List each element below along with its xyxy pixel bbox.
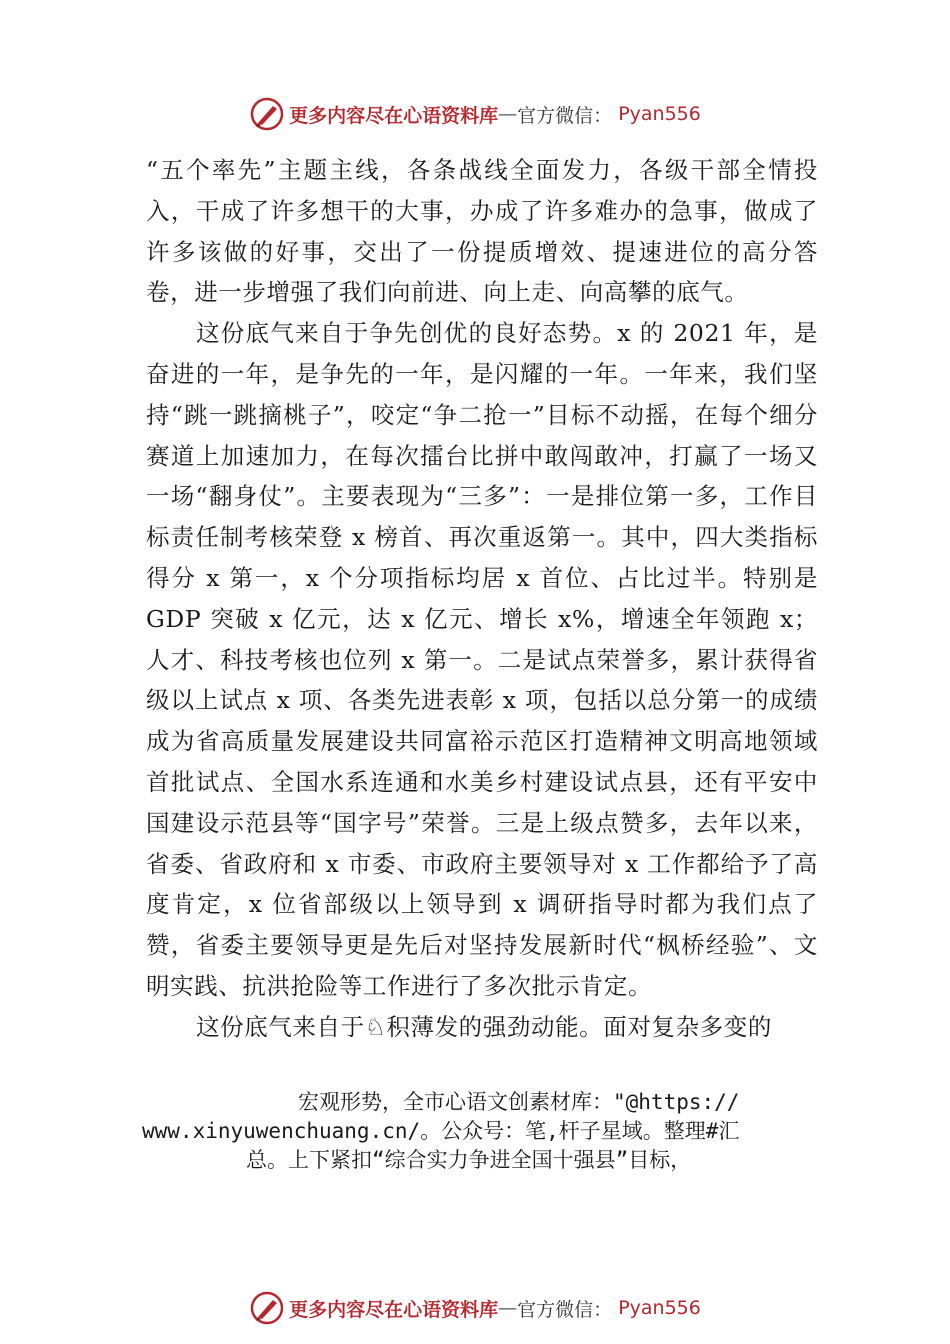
source-note-line-3: 总。上下紧扣“综合实力争进全国十强县”目标， <box>246 1148 692 1172</box>
wechat-handle: Pyan556 <box>618 1297 701 1319</box>
header-banner <box>0 92 950 136</box>
banner-colon: ： <box>593 1298 613 1321</box>
source-note-line-2: www.xinyuwenchuang.cn/。公众号：笔,杆子星域。整理#汇 <box>142 1119 740 1143</box>
paragraph-3: 这份底气来自于♘积薄发的强劲动能。面对复杂多变的 <box>196 1012 772 1041</box>
banner-brand: 更多内容尽在心语资料库 <box>289 104 499 127</box>
banner-brand: 更多内容尽在心语资料库 <box>289 1298 499 1321</box>
wechat-handle: Pyan556 <box>618 103 701 125</box>
footer-banner <box>0 1286 950 1330</box>
banner-separator: — <box>498 1297 518 1319</box>
banner-colon: ： <box>593 104 613 127</box>
source-note <box>142 1088 822 1175</box>
paragraph-2: 这份底气来自于争先创优的良好态势。x 的 2021 年，是奋进的一年，是争先的一年，是闪耀的一年。一年来，我们坚持“跳一跳摘桃子”，咬定“争二抢一”目标不动摇，在每个细分赛道上加速加力，在每次擂台比拼中敢闯敢冲，打赢了一场又一场“翻身仗”。主要表现为“三多”：一是排位第一多，工作目标责任制考核荣登 x 榜首、再次重返第一。其中，四大类指标得分 x 第一，x 个分项指标均居 x 首位、占比过半。特别是 GDP 突破 x 亿元，达 x 亿元、增长 x%，增速全年领跑 x；人才、科技考核也位列 x 第一。二是试点荣誉多，累计获得省级以上试点 x 项、各类先进表彰 x 项，包括以总分第一的成绩成为省高质量发展建设共同富裕示范区打造精神文明高地领域首批试点、全国水系连通和水美乡村建设试点县，还有平安中国建设示范县等“国字号”荣誉。三是上级点赞多，去年以来，省委、省政府和 x 市委、市政府主要领导对 x 工作都给予了高度肯定，x 位省部级以上领导到 x 调研指导时都为我们点了赞，省委主要领导更是先后对坚持发展新时代“枫桥经验”、文明实践、抗洪抢险等工作进行了多次批示肯定。 <box>146 319 818 1000</box>
pen-logo-icon <box>249 1290 285 1326</box>
body-text <box>146 150 818 1048</box>
pen-logo-icon <box>249 96 285 132</box>
banner-separator: — <box>498 103 518 125</box>
banner-label: 官方微信 <box>517 104 594 127</box>
source-note-line-1: 宏观形势，全市心语文创素材库："@https:// <box>298 1090 740 1114</box>
paragraph-1: “五个率先”主题主线，各条战线全面发力，各级干部全情投入，干成了许多想干的大事，办成了许多难办的急事，做成了许多该做的好事，交出了一份提质增效、提速进位的高分答卷，进一步增强了我们向前进、向上走、向高攀的底气。 <box>146 156 818 307</box>
banner-label: 官方微信 <box>517 1298 594 1321</box>
